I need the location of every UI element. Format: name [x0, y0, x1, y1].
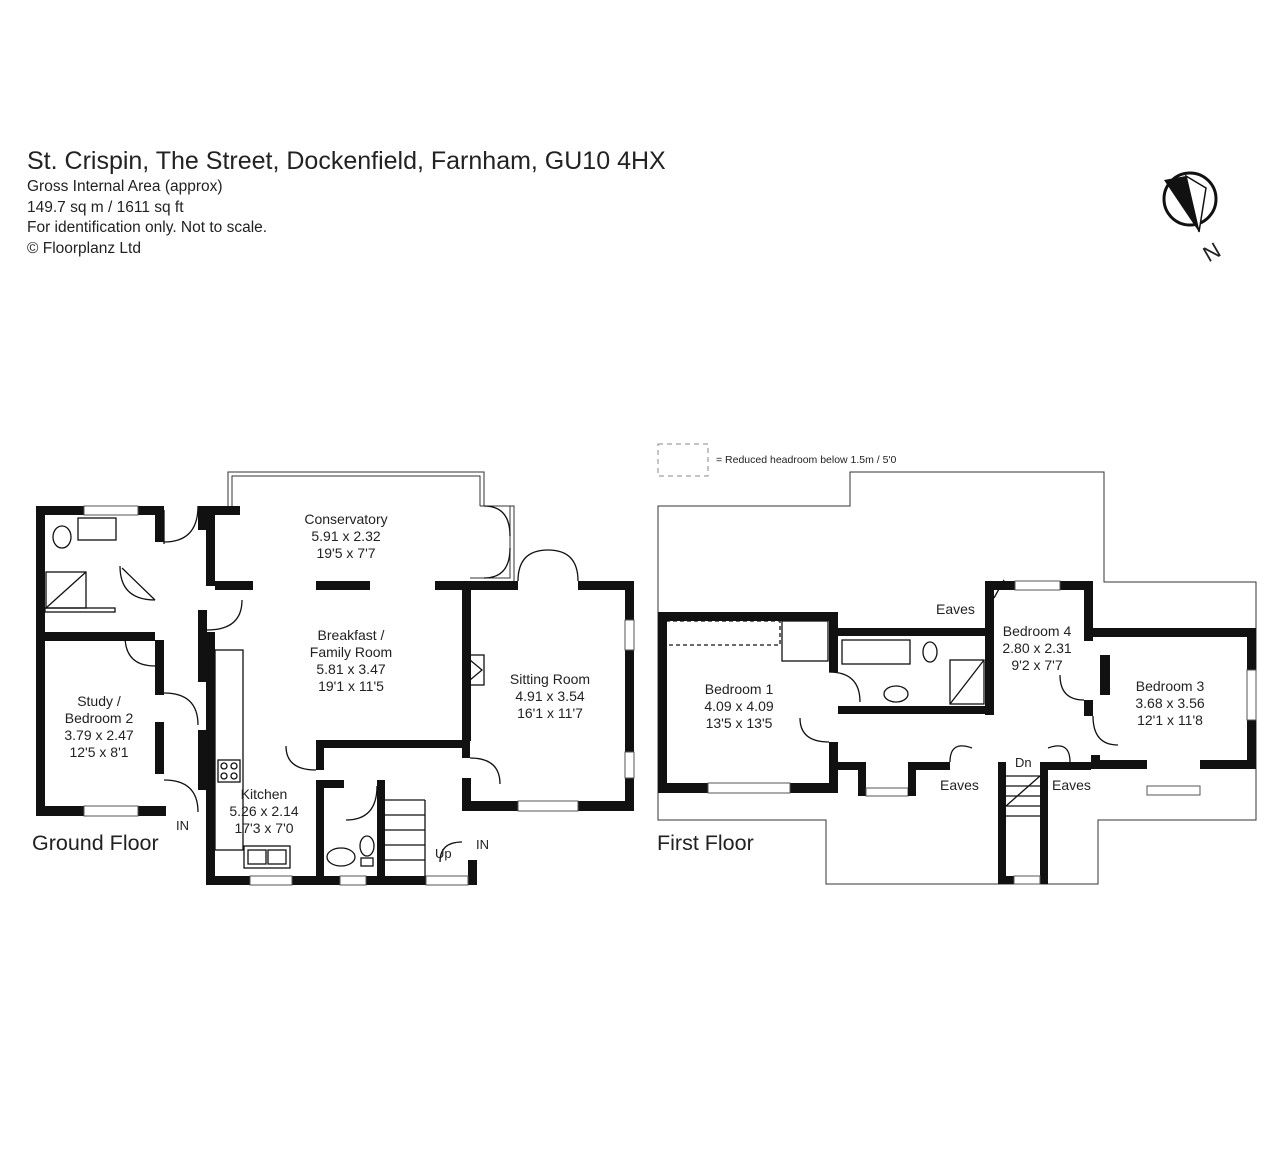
legend [658, 444, 896, 476]
breakfast-room-metric: 5.81 x 3.47 [316, 661, 386, 677]
first-floor-label: First Floor [657, 831, 754, 855]
property-address: St. Crispin, The Street, Dockenfield, Farnham, GU10 4HX [27, 147, 666, 175]
north-label: N [1198, 237, 1225, 267]
legend-text: = Reduced headroom below 1.5m / 5'0 [716, 454, 897, 466]
sitting-room-name: Sitting Room [509, 671, 591, 687]
study-name2: Bedroom 2 [64, 710, 134, 726]
reduced-headroom-swatch [658, 444, 708, 476]
ground-floor-plan [32, 472, 634, 885]
sitting-room-metric: 4.91 x 3.54 [515, 688, 585, 704]
breakfast-room-imperial: 19'1 x 11'5 [318, 678, 384, 694]
kitchen-name: Kitchen [240, 786, 288, 802]
bedroom-3-metric: 3.68 x 3.56 [1135, 695, 1205, 711]
eaves-label-top: Eaves [936, 601, 975, 617]
conservatory-metric: 5.91 x 2.32 [311, 528, 381, 544]
eaves-label-right: Eaves [1052, 777, 1091, 793]
kitchen-metric: 5.26 x 2.14 [229, 803, 299, 819]
bedroom-1-imperial: 13'5 x 13'5 [705, 715, 773, 731]
copyright: © Floorplanz Ltd [27, 239, 141, 257]
conservatory-imperial: 19'5 x 7'7 [316, 545, 376, 561]
study-metric: 3.79 x 2.47 [64, 727, 134, 743]
sitting-room-imperial: 16'1 x 11'7 [517, 705, 583, 721]
north-arrow-icon [1164, 173, 1225, 267]
breakfast-room-name: Breakfast / [317, 627, 385, 643]
ground-floor-label: Ground Floor [32, 831, 159, 855]
study-name: Study / [77, 693, 121, 709]
first-floor-plan [657, 472, 1256, 884]
bedroom-1-name: Bedroom 1 [704, 681, 774, 697]
bedroom-3-name: Bedroom 3 [1135, 678, 1205, 694]
bedroom-4-imperial: 9'2 x 7'7 [1011, 657, 1063, 673]
kitchen-imperial: 17'3 x 7'0 [234, 820, 294, 836]
entrance-marker-left: IN [176, 818, 189, 833]
eaves-label-left: Eaves [940, 777, 979, 793]
study-imperial: 12'5 x 8'1 [69, 744, 129, 760]
gross-area-value: 149.7 sq m / 1611 sq ft [27, 198, 184, 216]
bedroom-4-metric: 2.80 x 2.31 [1002, 640, 1072, 656]
stairs-down-marker: Dn [1015, 755, 1032, 770]
stairs-up-marker: Up [435, 846, 452, 861]
entrance-marker-right: IN [476, 837, 489, 852]
bedroom-3-imperial: 12'1 x 11'8 [1137, 712, 1203, 728]
bedroom-1-metric: 4.09 x 4.09 [704, 698, 774, 714]
gross-area-label: Gross Internal Area (approx) [27, 178, 223, 195]
conservatory-name: Conservatory [304, 511, 388, 527]
disclaimer: For identification only. Not to scale. [27, 219, 268, 236]
bedroom-4-name: Bedroom 4 [1002, 623, 1072, 639]
breakfast-room-name2: Family Room [309, 644, 393, 660]
